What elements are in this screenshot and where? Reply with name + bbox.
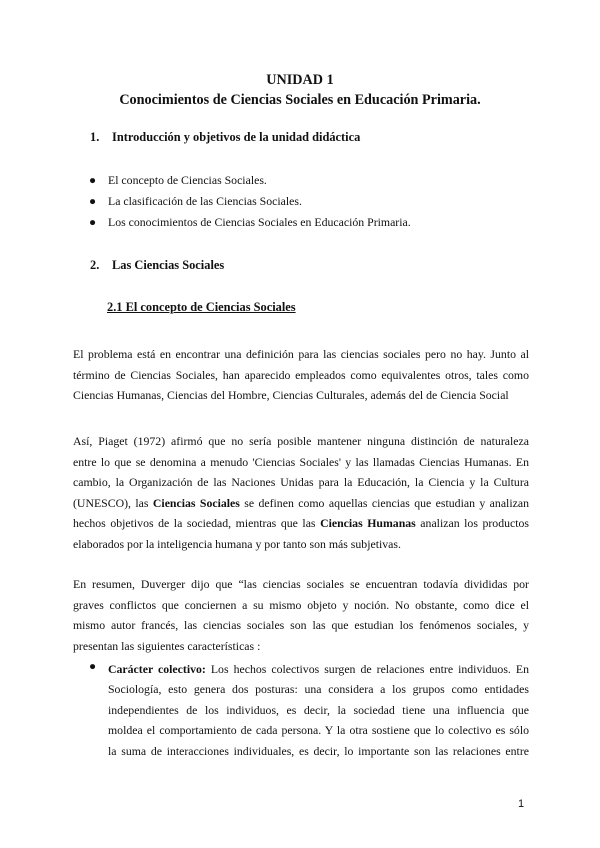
- section-1-number: 1.: [90, 130, 100, 144]
- unit-heading: UNIDAD 1: [266, 72, 334, 88]
- text-line: término de Ciencias Sociales, han aparecido empleados como equivalentes otros, tales como: [73, 367, 529, 382]
- paragraph-3: [73, 574, 529, 656]
- text-line: En resumen, Duverger dijo que “las ciencias sociales se encuentran todavía divididas por: [73, 577, 529, 591]
- section-2-heading: [90, 258, 224, 273]
- text-line: [108, 659, 529, 679]
- bullet-icon: ●: [89, 215, 97, 229]
- text-line: la suma de interacciones individuales, es decir, lo importante son las relaciones entre: [108, 743, 529, 758]
- list-item-text: Los conocimientos de Ciencias Sociales en Educación Primaria.: [108, 215, 411, 229]
- text-line: Así, Piaget (1972) afirmó que no sería posible mantener ninguna distinción de naturaleza: [73, 434, 529, 448]
- bold-term: Ciencias Sociales: [152, 495, 240, 510]
- section-1-heading: [90, 130, 360, 145]
- text-line: graves conflictos que conciernen a su mismo objeto y noción. No obstante, como dice el: [73, 597, 529, 612]
- text-run: analizan los productos: [415, 516, 530, 531]
- text-line: Sociología, esto genera dos posturas: una considera a los grupos como entidades: [108, 682, 529, 697]
- section-2-number: 2.: [90, 258, 100, 272]
- bold-term: Ciencias Humanas: [320, 516, 416, 531]
- text-line: mismo autor francés, las ciencias sociales son las que estudian los fenómenos sociales, y: [73, 618, 529, 633]
- characteristic-label: Carácter colectivo:: [108, 662, 206, 676]
- text-line: [73, 513, 529, 534]
- characteristic-item: [108, 659, 529, 761]
- text-line: moldea el comportamiento de cada persona. Y la otra sostiene que lo colectivo es sólo: [108, 723, 529, 738]
- text-line: cambio, la Organización de las Naciones Unidas para la Educación, la Ciencia y la Cultura: [73, 475, 529, 490]
- bullet-icon: ●: [89, 194, 97, 208]
- paragraph-1: [73, 344, 529, 406]
- text-run: hechos objetivos de la sociedad, mientras que las: [73, 516, 321, 531]
- text-run: se definen como aquellas ciencias que estudian y analizan: [239, 495, 529, 510]
- subsection-heading: 2.1 El concepto de Ciencias Sociales: [107, 300, 296, 314]
- unit-title: Conocimientos de Ciencias Sociales en Educación Primaria.: [119, 92, 481, 108]
- text-run: (UNESCO), las: [73, 495, 153, 510]
- bullet-icon: ●: [89, 173, 97, 187]
- section-2-title: Las Ciencias Sociales: [112, 258, 225, 272]
- text-line: entre lo que se denomina a menudo 'Ciencias Sociales' y las llamadas Ciencias Humanas. En: [73, 454, 529, 469]
- text-line: presentan las siguientes características :: [73, 638, 261, 653]
- list-item-text: La clasificación de las Ciencias Sociales.: [108, 194, 302, 208]
- list-item-text: El concepto de Ciencias Sociales.: [108, 173, 267, 187]
- text-run: Los hechos colectivos surgen de relaciones entre individuos. En: [205, 662, 529, 676]
- section-1-title: Introducción y objetivos de la unidad didáctica: [112, 130, 361, 144]
- bullet-icon: ●: [89, 659, 97, 673]
- text-line: [73, 493, 529, 514]
- paragraph-2: [73, 431, 529, 555]
- text-line: Ciencias Humanas, Ciencias del Hombre, Ciencias Culturales, además del de Ciencia Social: [73, 388, 509, 403]
- page-number: 1: [518, 798, 525, 810]
- text-line: independientes de los individuos, es decir, la sociedad tiene una influencia que: [108, 702, 529, 717]
- text-line: elaborados por la inteligencia humana y por tanto son más subjetivas.: [73, 536, 401, 551]
- text-line: El problema está en encontrar una definición para las ciencias sociales pero no hay. Junto al: [73, 347, 529, 361]
